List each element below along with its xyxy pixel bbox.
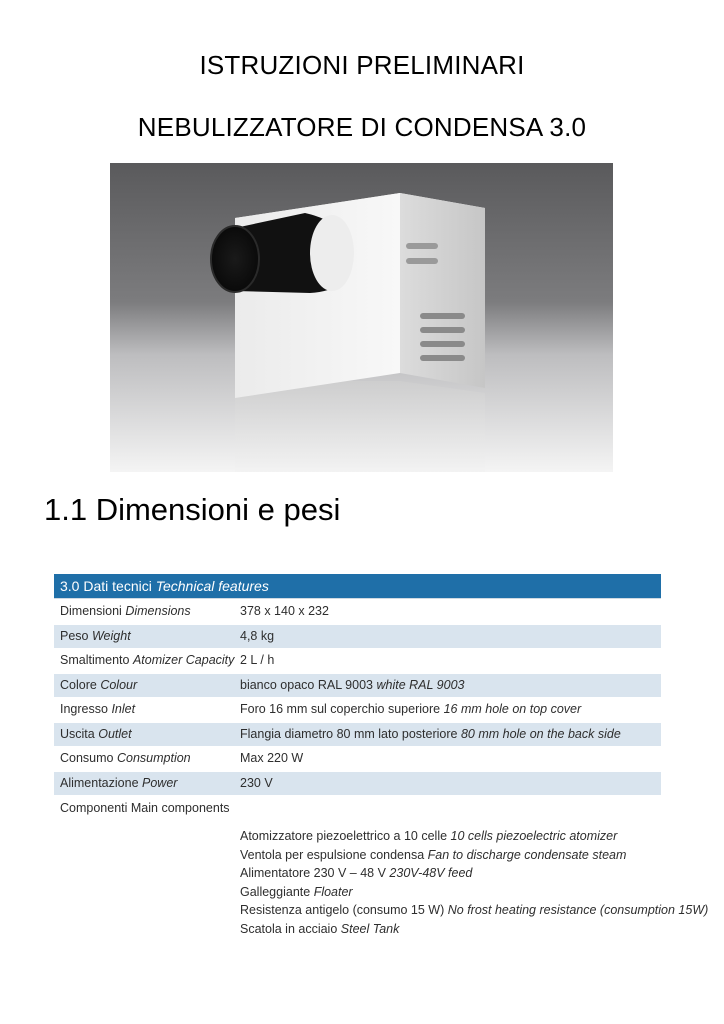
spec-key-it: Peso: [60, 628, 89, 643]
table-row: [54, 674, 661, 698]
document-title: ISTRUZIONI PRELIMINARI: [199, 50, 525, 80]
spec-key-en: Dimensions: [125, 604, 191, 618]
spec-value: [240, 747, 661, 771]
spec-table-header: [54, 574, 661, 599]
section-title: 1.1 Dimensioni e pesi: [44, 492, 341, 527]
spec-key-it: Smaltimento: [60, 653, 130, 667]
spec-value-it: 378 x 140 x 232: [240, 604, 329, 618]
spec-key-it: Uscita: [60, 726, 95, 741]
component-it: Atomizzatore piezoelettrico a 10 celle: [240, 829, 448, 843]
document-subtitle: NEBULIZZATORE DI CONDENSA 3.0: [137, 112, 587, 142]
spec-value-it: Foro 16 mm sul coperchio superiore: [240, 702, 441, 716]
spec-value: [240, 600, 661, 624]
spec-key-en: Weight: [91, 628, 131, 643]
spec-key-en: Consumption: [116, 751, 191, 765]
spec-key: [54, 723, 240, 747]
spec-key-en: Power: [142, 775, 178, 790]
spec-value-it: 4,8 kg: [240, 628, 275, 643]
spec-value-it: 2 L / h: [240, 653, 275, 667]
component-it: Alimentatore 230 V – 48 V: [240, 866, 386, 880]
list-item: [240, 920, 661, 939]
spec-key-en: Atomizer Capacity: [132, 653, 235, 667]
component-en: Floater: [313, 884, 353, 899]
spec-key-it: Consumo: [60, 751, 114, 765]
table-row: [54, 600, 661, 624]
list-item: [240, 901, 709, 920]
component-en: Fan to discharge condensate steam: [427, 847, 627, 862]
spec-key-en: Inlet: [111, 702, 136, 716]
spec-value: [240, 649, 661, 673]
spec-key: [54, 674, 240, 698]
component-it: Scatola in acciaio: [240, 921, 338, 936]
spec-value-en: white RAL 9003: [376, 677, 465, 692]
spec-key: [54, 649, 240, 673]
component-en: 230V-48V feed: [389, 866, 473, 880]
list-item: [240, 883, 661, 902]
component-en: 10 cells piezoelectric atomizer: [450, 829, 618, 843]
spec-value-en: 80 mm hole on the back side: [460, 726, 621, 741]
spec-value-it: Max 220 W: [240, 751, 304, 765]
spec-key-en: Outlet: [98, 726, 132, 741]
table-row: [54, 698, 661, 722]
components-label: Componenti Main components: [60, 801, 230, 815]
spec-key-it: Colore: [60, 677, 97, 692]
product-photo: [110, 163, 613, 472]
spec-value: [240, 698, 661, 722]
list-item: [240, 864, 661, 883]
spec-value: [240, 625, 661, 649]
spec-value-en: 16 mm hole on top cover: [443, 702, 582, 716]
spec-key: [54, 600, 240, 624]
spec-value-it: bianco opaco RAL 9003: [240, 677, 373, 692]
list-item: [240, 846, 661, 865]
spec-key: [54, 747, 240, 771]
header-label-en: Technical features: [155, 578, 269, 594]
spec-key-it: Ingresso: [60, 702, 108, 716]
spec-value-it: Flangia diametro 80 mm lato posteriore: [240, 726, 458, 741]
spec-key: [54, 625, 240, 649]
spec-key-it: Alimentazione: [60, 775, 139, 790]
spec-value: [240, 723, 661, 747]
spec-value-it: 230 V: [240, 775, 273, 790]
component-en: No frost heating resistance (consumption 15W): [447, 903, 709, 917]
nebulizer-image: [110, 163, 613, 472]
table-row: [54, 747, 661, 771]
table-row: [54, 723, 661, 747]
spec-value: [240, 772, 661, 796]
list-item: [240, 827, 661, 846]
component-en: Steel Tank: [340, 921, 400, 936]
component-it: Ventola per espulsione condensa: [240, 847, 425, 862]
table-row: [54, 772, 661, 796]
component-it: Galleggiante: [240, 884, 311, 899]
spec-key-it: Dimensioni: [60, 604, 122, 618]
spec-value: [240, 674, 661, 698]
table-row: [54, 625, 661, 649]
spec-table: [54, 574, 709, 938]
spec-key: [54, 698, 240, 722]
component-it: Resistenza antigelo (consumo 15 W): [240, 903, 445, 917]
spec-key: [54, 772, 240, 796]
components-list: [240, 827, 709, 938]
spec-key-en: Colour: [100, 677, 138, 692]
header-label-it: 3.0 Dati tecnici: [60, 578, 152, 594]
table-row: [54, 649, 661, 673]
